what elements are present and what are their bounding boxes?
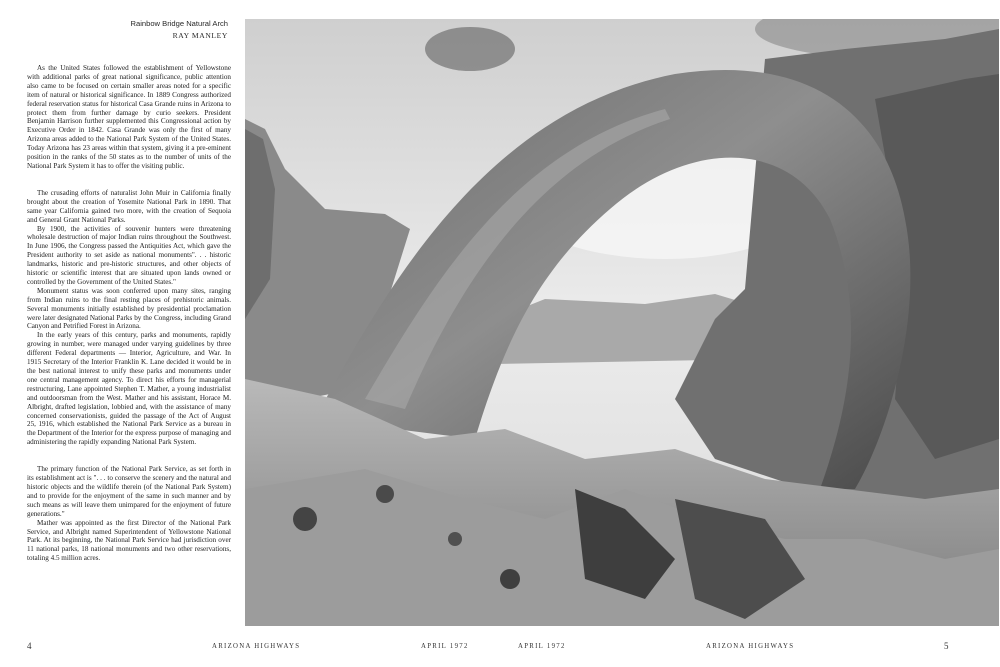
article-paragraph: The primary function of the National Park Service, as set forth in its establishment act is ". . . to conserve the scenery and the natural and historic objects and the wildlife therein (of the National Park System) and to provide for the enjoyment of the same in such manner and by such means as will leave them unimpared for the enjoyment of future generations." <box>27 465 231 518</box>
page-number-right: 5 <box>944 641 949 651</box>
article-paragraph: Monument status was soon conferred upon many sites, ranging from Indian ruins to the final resting places of prehistoric animals. Several monuments initially established by presidential proclamation were later designated National Parks by the Congress, including Grand Canyon and Petrified Forest in Arizona. <box>27 286 231 331</box>
article-paragraph: The crusading efforts of naturalist John Muir in California finally brought about the creation of Yosemite National Park in 1890. That same year California gained two more, with the creation of Sequoia and General Grant National Parks. <box>27 188 231 224</box>
article-paragraph: In the early years of this century, parks and monuments, rapidly growing in number, were managed under varying guidelines by three different Federal departments — Interior, Agriculture, and War. In 1915 Secretary of the Interior Franklin K. Lane decided it would be in the best national interest to unify these parks and monuments under one central management agency. To direct his efforts for managerial restructuring, Lane appointed Stephen T. Mather, a young industrialist and outdoorsman from the West. Mather and his assistant, Horace M. Albright, drafted legislation, lobbied and, with the assistance of many concerned conservationists, guided the passage of the Act of August 25, 1916, which established the National Park Service as a bureau in the Department of the Interior for the express purpose of managing and administering the rapidly expanding National Park System. <box>27 331 231 447</box>
article-paragraph: By 1900, the activities of souvenir hunters were threatening wholesale destruction of major Indian ruins throughout the Southwest. In June 1906, the Congress passed the Antiquities Act, which gave the President authority to set aside as national monuments". . . historic landmarks, historic and pre-historic structures, and other objects of historic or scientific interest that are situated upon lands owned or controlled by the Government of the United States." <box>27 224 231 286</box>
issue-date-right: APRIL 1972 <box>518 643 566 650</box>
article-paragraph: Mather was appointed as the first Director of the National Park Service, and Albright named Superintendent of Yellowstone National Park. At its beginning, the National Park Service had jurisdiction over 11 national parks, 18 national monuments and two other reservations, totaling 4.5 million acres. <box>27 518 231 563</box>
arch-landscape-image <box>245 19 999 626</box>
caption-title: Rainbow Bridge Natural Arch <box>130 19 228 28</box>
article-paragraph: As the United States followed the establishment of Yellowstone with additional parks of great national significance, public attention also came to be focused on certain smaller areas noted for a specific item of natural or historical significance. In 1889 Congress authorized federal reservation status for historical Casa Grande ruins in Arizona to protect them from further damage by curio seekers. President Benjamin Harrison further supplemented this Congressional action by Executive Order in 1842. Casa Grande was only the first of many Arizona areas added to the National Park System of the United States. Today Arizona has 23 areas within that system, giving it a pre-eminent position in the ranks of the 50 states as to the number of units of the National Park System it has to offer the visiting public. <box>27 64 231 170</box>
caption-photographer: RAY MANLEY <box>172 31 228 40</box>
magazine-name-left: ARIZONA HIGHWAYS <box>212 643 301 650</box>
article-column <box>27 64 231 563</box>
photo-caption <box>130 18 228 42</box>
issue-date-left: APRIL 1972 <box>421 643 469 650</box>
rainbow-bridge-photo <box>245 19 999 626</box>
magazine-name-right: ARIZONA HIGHWAYS <box>706 643 795 650</box>
page-number-left: 4 <box>27 641 32 651</box>
